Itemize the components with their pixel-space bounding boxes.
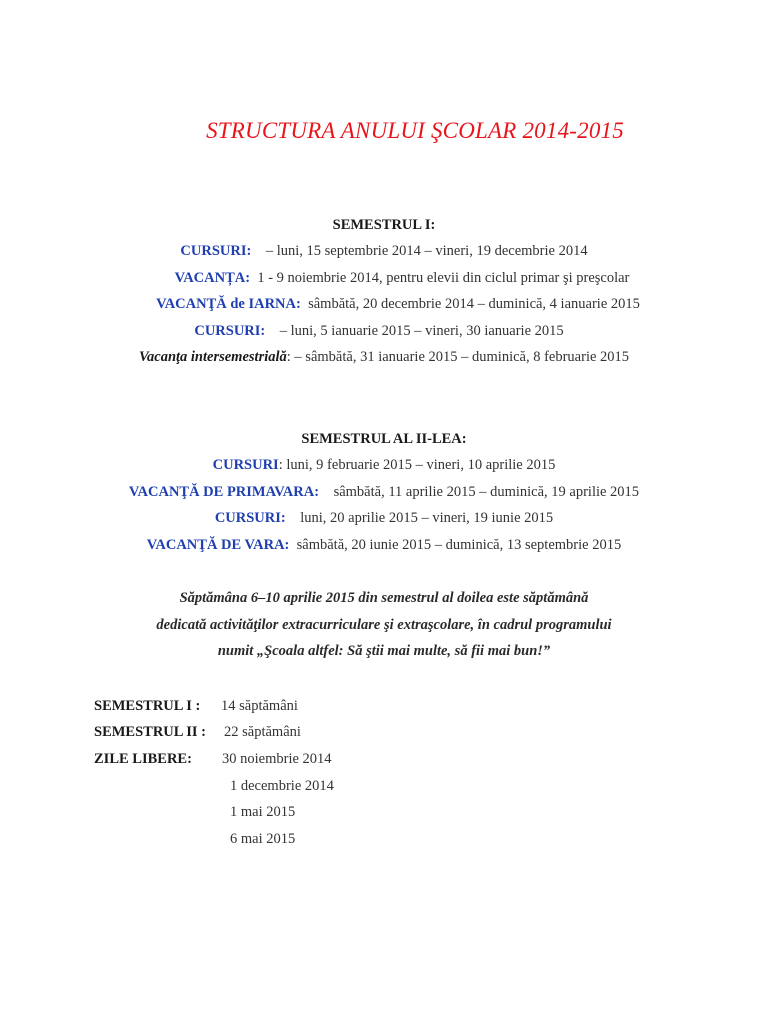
sem1-row-text: 1 - 9 noiembrie 2014, pentru elevii din ciclul primar şi preşcolar — [257, 270, 630, 286]
sem1-row — [0, 323, 763, 340]
sem2-row-label: CURSURI — [212, 457, 279, 473]
sem1-row-label: Vacanţa intersemestrială — [138, 349, 287, 365]
sem2-row-text: sâmbătă, 11 aprilie 2015 – duminică, 19 aprilie 2015 — [333, 484, 640, 500]
note-line: numit „Şcoala altfel: Să ştii mai multe, să fii mai bun!” — [217, 643, 551, 659]
sem2-row-label: VACANŢĂ DE VARA: — [146, 537, 290, 553]
sem1-row-label: CURSURI: — [194, 323, 266, 339]
summary-free-days-label: ZILE LIBERE: — [94, 751, 192, 767]
sem2-row-text: sâmbătă, 20 iunie 2015 – duminică, 13 septembrie 2015 — [296, 537, 622, 553]
semester-1-heading: SEMESTRUL I: — [332, 217, 436, 233]
sem1-row — [0, 243, 768, 260]
sem1-row-label: VACANŢĂ de IARNA: — [156, 296, 301, 312]
summary-sem1-label: SEMESTRUL I : — [94, 698, 201, 714]
note-line: Săptămâna 6–10 aprilie 2015 din semestrul al doilea este săptămână — [179, 590, 589, 606]
sem1-row — [14, 296, 768, 313]
sem1-row-label: CURSURI: — [180, 243, 252, 259]
free-day: 1 decembrie 2014 — [230, 778, 334, 794]
sem2-row-text: luni, 20 aprilie 2015 – vineri, 19 iunie 2015 — [300, 510, 554, 526]
sem1-row — [18, 270, 768, 287]
sem2-row — [0, 537, 768, 554]
free-day: 1 mai 2015 — [230, 804, 296, 820]
sem1-row-text: : – sâmbătă, 31 ianuarie 2015 – duminică, 8 februarie 2015 — [286, 349, 630, 365]
sem1-row-text: – luni, 15 septembrie 2014 – vineri, 19 decembrie 2014 — [265, 243, 588, 259]
semester-2-heading: SEMESTRUL AL II-LEA: — [301, 431, 467, 447]
summary-sem2-value: 22 săptămâni — [224, 724, 301, 740]
sem1-row-label: VACANȚA: — [174, 270, 251, 286]
free-day: 6 mai 2015 — [230, 831, 296, 847]
sem2-row-label: CURSURI: — [214, 510, 286, 526]
free-day: 30 noiembrie 2014 — [222, 751, 332, 767]
sem2-row-text: : luni, 9 februarie 2015 – vineri, 10 aprilie 2015 — [278, 457, 556, 473]
sem1-row-text: – luni, 5 ianuarie 2015 – vineri, 30 ianuarie 2015 — [279, 323, 564, 339]
sem2-row — [0, 457, 768, 474]
document-title: STRUCTURA ANULUI ŞCOLAR 2014-2015 — [206, 118, 624, 143]
sem2-row — [0, 510, 768, 527]
note-line: dedicată activităţilor extracurriculare şi extraşcolare, în cadrul programului — [156, 617, 612, 633]
sem1-row — [0, 349, 768, 366]
summary-sem1-value: 14 săptămâni — [221, 698, 298, 714]
summary-sem2-label: SEMESTRUL II : — [94, 724, 207, 740]
sem1-row-text: sâmbătă, 20 decembrie 2014 – duminică, 4 ianuarie 2015 — [308, 296, 640, 312]
sem2-row-label: VACANŢĂ DE PRIMAVARA: — [128, 484, 320, 500]
sem2-row — [0, 484, 768, 501]
